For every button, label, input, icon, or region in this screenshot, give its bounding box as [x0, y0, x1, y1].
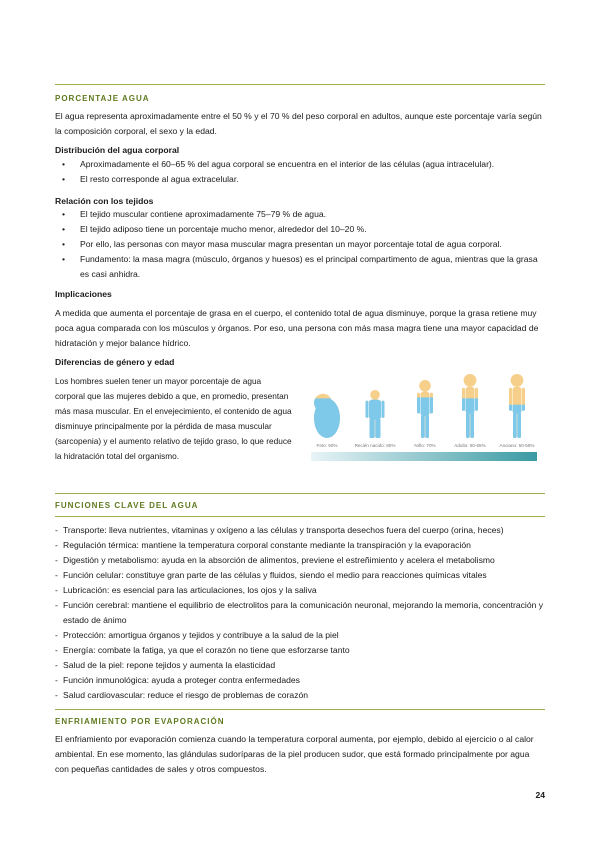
list-item: - Salud de la piel: repone tejidos y aumenta la elasticidad — [55, 658, 545, 673]
water-level-fill — [307, 398, 347, 438]
implicaciones-heading: Implicaciones — [55, 289, 112, 299]
list-item: • Aproximadamente el 60–65 % del agua corporal se encuentra en el interior de las células (agua intracelular). — [55, 157, 545, 172]
diferencias-paragraph: Los hombres suelen tener un mayor porcentaje de agua corporal que las mujeres debido a que, en promedio, presentan más masa muscular. En el envejecimiento, el contenido de agua disminuye principalmente por la pérdida de masa muscular (sarcopenia) y el aumento relativo de tejido graso, lo que reduce la hidratación total del organismo. — [55, 376, 292, 461]
list-item: • Por ello, las personas con mayor masa muscular magra presentan un mayor porcentaje total de agua corporal. — [55, 237, 545, 252]
list-item: - Protección: amortigua órganos y tejidos y contribuye a la salud de la piel — [55, 628, 545, 643]
figure-caption: Anciano: 50-55% — [499, 443, 535, 448]
body-silhouette-1 — [307, 392, 347, 440]
age-gradient-bar — [311, 452, 537, 461]
list-item: - Función celular: constituye gran parte de las células y fluidos, siendo el medio para reacciones químicas vitales — [55, 568, 545, 583]
section-title-enfriamiento: ENFRIAMIENTO POR EVAPORACIÓN — [55, 717, 225, 726]
list-item: - Regulación térmica: mantiene la temperatura corporal constante mediante la transpiración y la evaporación — [55, 538, 545, 553]
figure-caption: Feto: 90% — [316, 443, 338, 448]
body-silhouette-4 — [450, 372, 490, 440]
list-item: - Función inmunológica: ayuda a proteger contra enfermedades — [55, 673, 545, 688]
section-title-funciones: FUNCIONES CLAVE DEL AGUA — [55, 501, 199, 510]
list-item: - Transporte: lleva nutrientes, vitaminas y oxígeno a las células y transporta desechos fuera del cuerpo (orina, heces) — [55, 523, 545, 538]
list-item: • El tejido muscular contiene aproximadamente 75–79 % de agua. — [55, 207, 545, 222]
section-title-porcentaje: PORCENTAJE AGUA — [55, 94, 150, 103]
body-silhouette-3 — [405, 378, 445, 440]
list-item: • El tejido adiposo tiene un porcentaje mucho menor, alrededor del 10–20 %. — [55, 222, 545, 237]
list-item: • Fundamento: la masa magra (músculo, órganos y huesos) es el principal compartimento de agua, mientras que la grasa es casi anhidra. — [55, 252, 545, 282]
water-level-fill — [450, 398, 490, 438]
list-item: - Función cerebral: mantiene el equilibrio de electrolitos para la comunicación neuronal, mejorando la memoria, concentración y estado de ánimo — [55, 598, 545, 628]
water-level-fill — [355, 400, 395, 438]
figure-caption: Adulto: 60-65% — [454, 443, 486, 448]
list-item: - Energía: combate la fatiga, ya que el corazón no tiene que esforzarse tanto — [55, 643, 545, 658]
section-rule — [55, 709, 545, 710]
list-item: - Salud cardiovascular: reduce el riesgo de problemas de corazón — [55, 688, 545, 703]
section-rule — [55, 516, 545, 517]
water-level-fill — [497, 405, 537, 438]
water-by-age-figure — [305, 366, 543, 466]
list-item: - Digestión y metabolismo: ayuda en la absorción de alimentos, previene el estreñimiento y acelera el metabolismo — [55, 553, 545, 568]
section-rule — [55, 493, 545, 494]
enfriamiento-paragraph: El enfriamiento por evaporación comienza cuando la temperatura corporal aumenta, por ejemplo, debido al ejercicio o al calor ambiental. En ese momento, las glándulas sudoríparas de la piel producen sudor, que está formado principalmente por agua con pequeñas cantidades de sales y otros compuestos. — [55, 734, 534, 774]
relacion-list — [55, 207, 545, 282]
distribucion-list — [55, 157, 545, 187]
intro-paragraph: El agua representa aproximadamente entre el 50 % y el 70 % del peso corporal en adultos, aunque este porcentaje varía según la composición corporal, el sexo y la edad. — [55, 111, 542, 136]
relacion-heading: Relación con los tejidos — [55, 196, 154, 206]
list-item: • El resto corresponde al agua extracelular. — [55, 172, 545, 187]
funciones-list — [55, 523, 545, 703]
body-silhouette-5 — [497, 372, 537, 440]
figure-caption: Recién nacido: 80% — [354, 443, 396, 448]
water-by-age-illustration — [305, 366, 543, 466]
page-number: 24 — [535, 790, 545, 800]
water-level-fill — [405, 397, 445, 438]
body-silhouette-2 — [355, 388, 395, 440]
list-item: - Lubricación: es esencial para las articulaciones, los ojos y la saliva — [55, 583, 545, 598]
section-rule — [55, 84, 545, 85]
diferencias-heading: Diferencias de género y edad — [55, 357, 175, 367]
distribucion-heading: Distribución del agua corporal — [55, 145, 180, 155]
figure-caption: Niño: 70% — [414, 443, 436, 448]
implicaciones-paragraph: A medida que aumenta el porcentaje de grasa en el cuerpo, el contenido total de agua disminuye, porque la grasa retiene muy poca agua comparada con los músculos y órganos. Por eso, una persona con más masa magra tiene una mayor capacidad de hidratación y mejor balance hídrico. — [55, 308, 539, 348]
